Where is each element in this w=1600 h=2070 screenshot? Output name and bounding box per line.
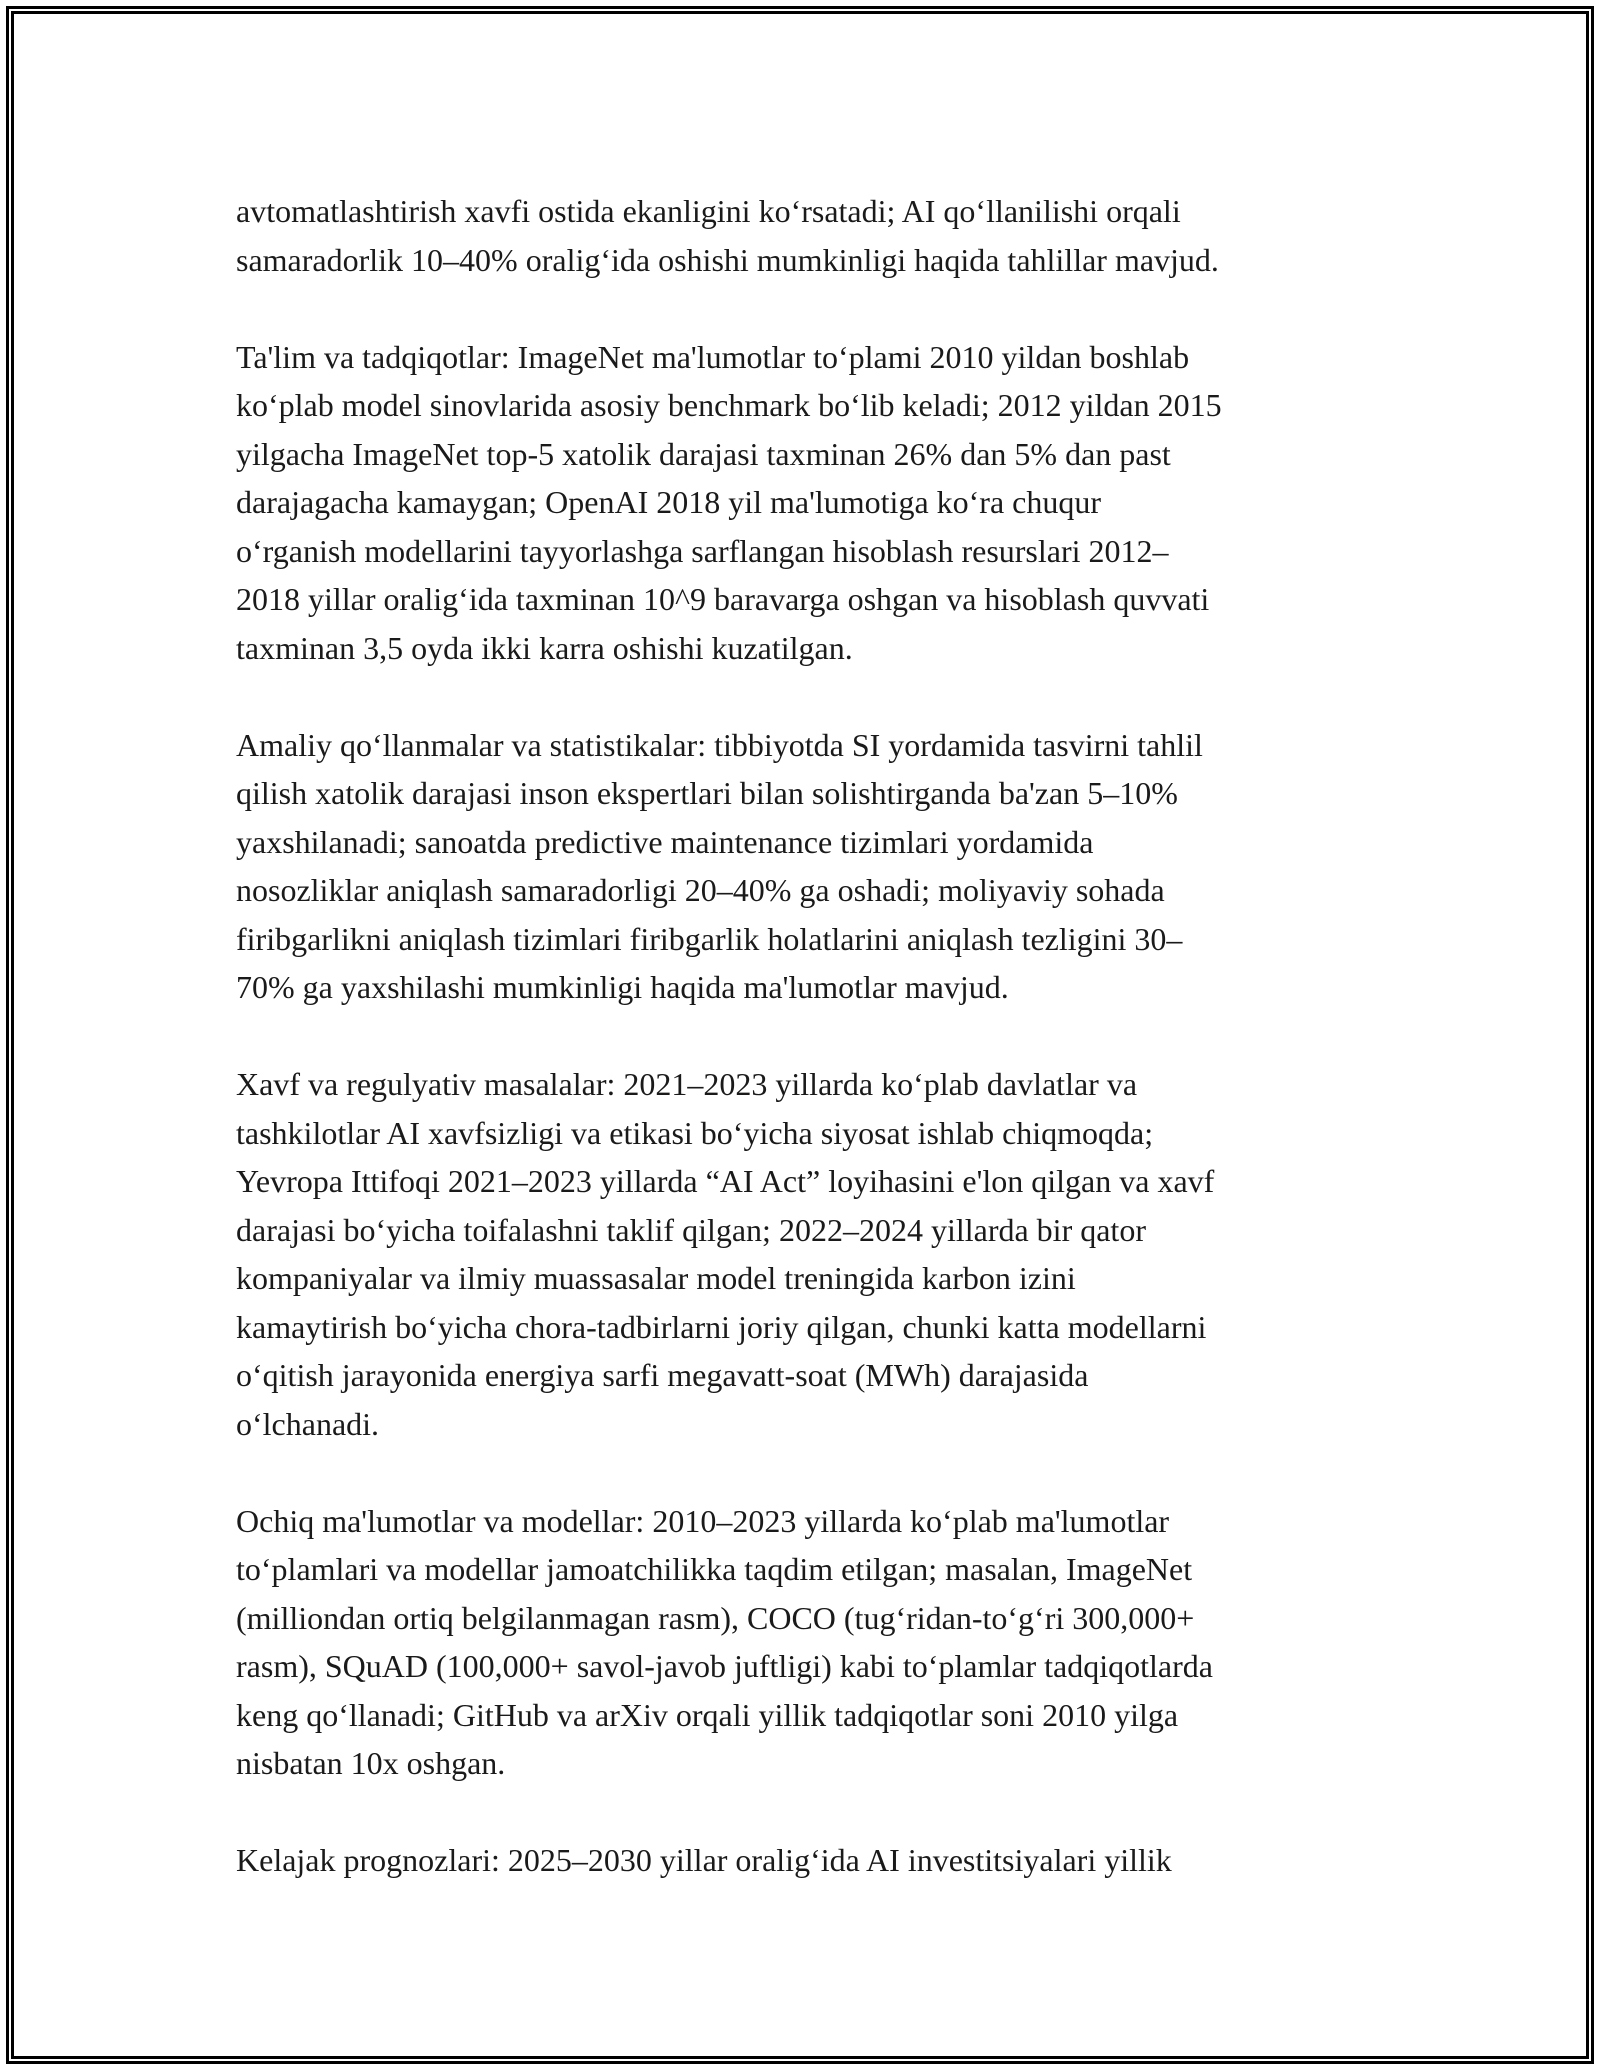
paragraph-applications-statistics: Amaliy qo‘llanmalar va statistikalar: tibbiyotda SI yordamida tasvirni tahlil qilish xatolik darajasi inson ekspertlari bilan solishtirganda ba'zan 5–10% yaxshilanadi; sanoatda predictive maintenance tizimlari yordamida nosozliklar aniqlash samaradorligi 20–40% ga oshadi; moliyaviy sohada firibgarlikni aniqlash tizimlari firibgarlik holatlarini aniqlash tezligini 30– 70% ga yaxshilashi mumkinligi haqida ma'lumotlar mavjud. [236,726,1203,1005]
paragraph-automation-productivity: avtomatlashtirish xavfi ostida ekanligini ko‘rsatadi; AI qo‘llanilishi orqali samaradorlik 10–40% oralig‘ida oshishi mumkinligi haqida tahlillar mavjud. [236,193,1219,278]
paragraph-education-research: Ta'lim va tadqiqotlar: ImageNet ma'lumotlar to‘plami 2010 yildan boshlab ko‘plab model sinovlarida asosiy benchmark bo‘lib keladi; 2012 yildan 2015 yilgacha ImageNet top-5 xatolik darajasi taxminan 26% dan 5% dan past darajagacha kamaygan; OpenAI 2018 yil ma'lumotiga ko‘ra chuqur o‘rganish modellarini tayyorlashga sarflangan hisoblash resurslari 2012– 2018 yillar oralig‘ida taxminan 10^9 baravarga oshgan va hisoblash quvvati taxminan 3,5 oyda ikki karra oshishi kuzatilgan. [236,338,1222,666]
paragraph-open-data-models: Ochiq ma'lumotlar va modellar: 2010–2023 yillarda ko‘plab ma'lumotlar to‘plamlari va modellar jamoatchilikka taqdim etilgan; masalan, ImageNet (milliondan ortiq belgilanmagan rasm), COCO (tug‘ridan-to‘g‘ri 300,000+ rasm), SQuAD (100,000+ savol-javob juftligi) kabi to‘plamlar tadqiqotlarda keng qo‘llanadi; GitHub va arXiv orqali yillik tadqiqotlar soni 2010 yilga nisbatan 10x oshgan. [236,1502,1213,1781]
paragraph-risk-regulation: Xavf va regulyativ masalalar: 2021–2023 yillarda ko‘plab davlatlar va tashkilotlar AI xavfsizligi va etikasi bo‘yicha siyosat ishlab chiqmoqda; Yevropa Ittifoqi 2021–2023 yillarda “AI Act” loyihasini e'lon qilgan va xavf darajasi bo‘yicha toifalashni taklif qilgan; 2022–2024 yillarda bir qator kompaniyalar va ilmiy muassasalar model treningida karbon izini kamaytirish bo‘yicha chora-tadbirlarni joriy qilgan, chunki katta modellarni o‘qitish jarayonida energiya sarfi megavatt-soat (MWh) darajasida o‘lchanadi. [236,1066,1215,1442]
paragraph-future-forecasts: Kelajak prognozlari: 2025–2030 yillar oralig‘ida AI investitsiyalari yillik [236,1842,1172,1878]
document-body [236,187,1376,1885]
